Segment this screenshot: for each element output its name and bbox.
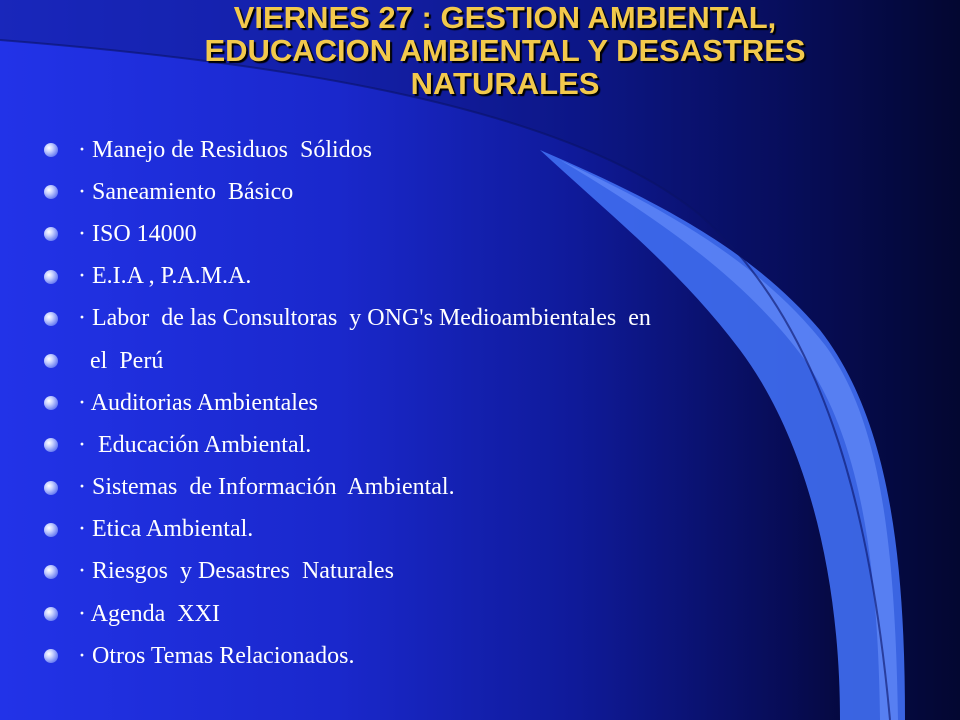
list-item-text: · Etica Ambiental. [78,516,254,543]
list-item [44,129,651,171]
list-item-text: · Otros Temas Relacionados. [78,642,355,669]
bullet-dot-icon [44,312,58,326]
bullet-dot-icon [44,607,58,621]
bullet-dot-icon [44,143,58,157]
list-item-text: el Perú [78,347,164,374]
list-item [44,635,651,677]
list-item-text: · Manejo de Residuos Sólidos [78,136,372,163]
list-item [44,298,651,340]
bullet-list [44,129,651,677]
list-item-text: · ISO 14000 [78,220,197,247]
bullet-dot-icon [44,396,58,410]
list-item [44,213,651,255]
bullet-dot-icon [44,481,58,495]
list-item [44,340,651,382]
bullet-dot-icon [44,354,58,368]
list-item [44,509,651,551]
list-item [44,424,651,466]
slide-title: VIERNES 27 : GESTION AMBIENTAL, EDUCACION AMBIENTAL Y DESASTRES NATURALES [204,0,806,101]
list-item [44,256,651,298]
list-item [44,593,651,635]
bullet-dot-icon [44,227,58,241]
list-item-text: · Agenda XXI [78,600,220,627]
bullet-dot-icon [44,649,58,663]
list-item-text: · Riesgos y Desastres Naturales [78,558,394,585]
list-item-text: · Sistemas de Información Ambiental. [78,474,455,501]
bullet-dot-icon [44,185,58,199]
list-item-text: · Auditorias Ambientales [78,389,318,416]
bullet-dot-icon [44,438,58,452]
list-item [44,551,651,593]
list-item-text: · Saneamiento Básico [78,178,294,205]
list-item [44,171,651,213]
list-item-text: · E.I.A , P.A.M.A. [78,263,252,290]
list-item-text: · Educación Ambiental. [78,431,312,458]
list-item-text: · Labor de las Consultoras y ONG's Medioambientales en [78,305,651,332]
list-item [44,382,651,424]
bullet-dot-icon [44,523,58,537]
list-item [44,467,651,509]
bullet-dot-icon [44,565,58,579]
bullet-dot-icon [44,270,58,284]
